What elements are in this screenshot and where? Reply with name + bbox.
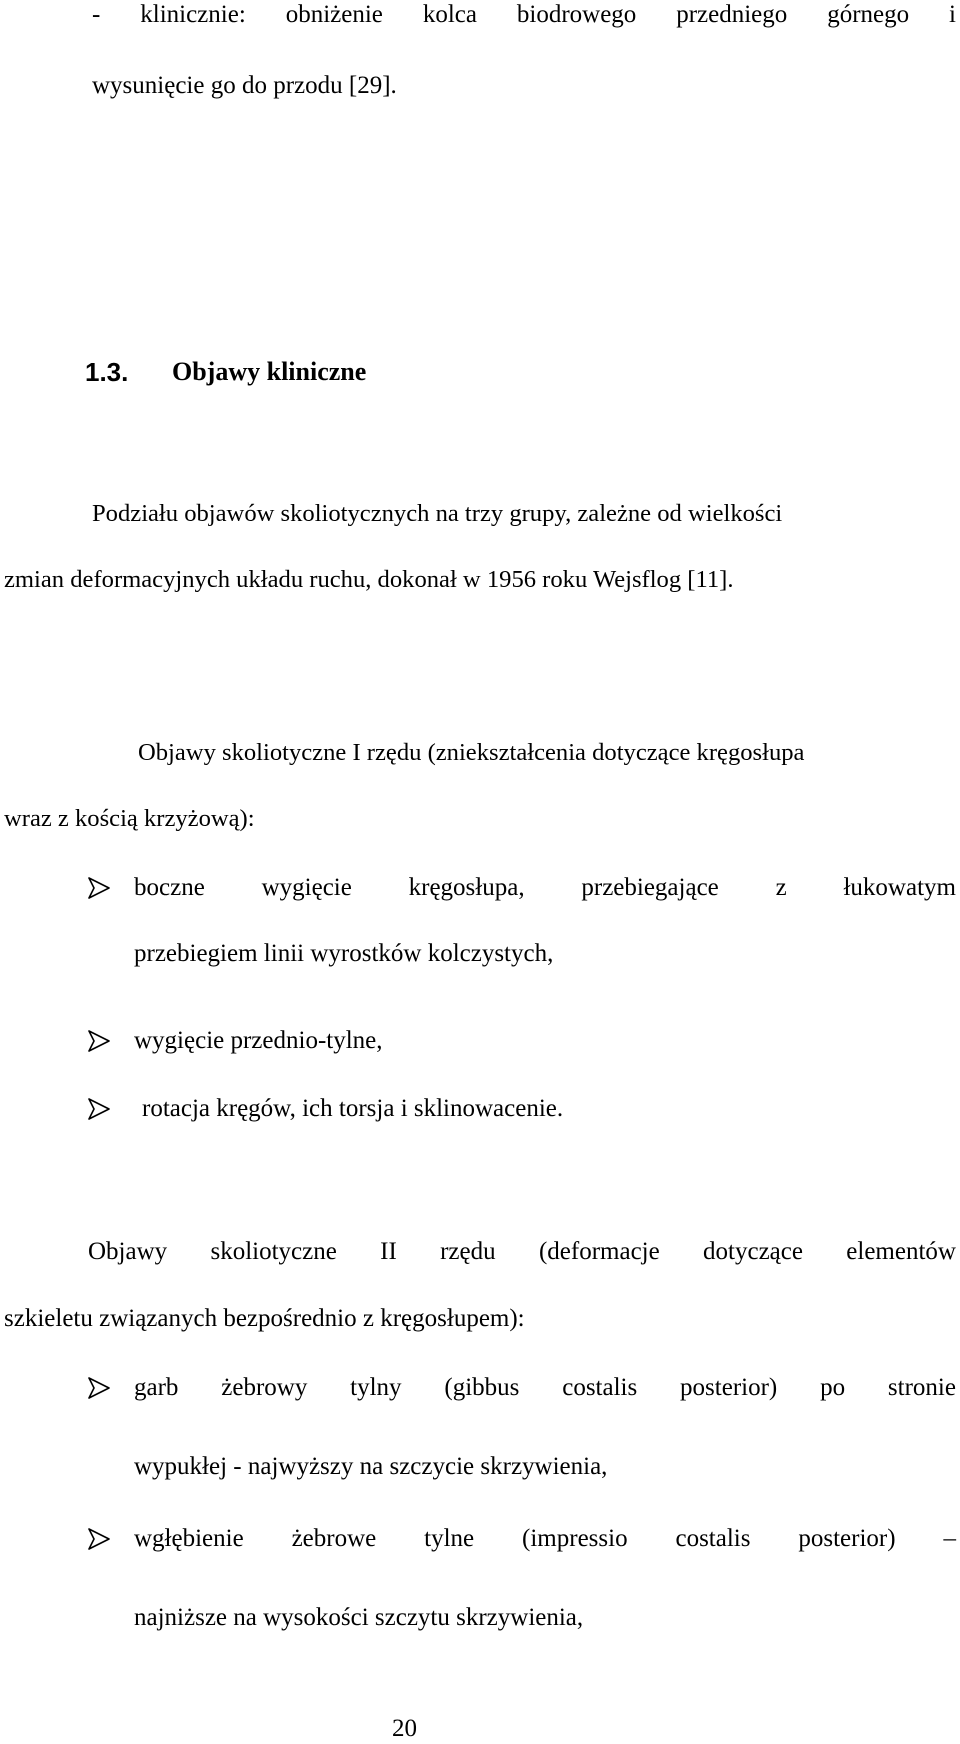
word: – bbox=[943, 1525, 956, 1552]
word: II bbox=[380, 1238, 397, 1265]
group2-item1-line-2: wypukłej - najwyższy na szczycie skrzywienia, bbox=[134, 1453, 608, 1480]
word: wygięcie bbox=[261, 874, 352, 901]
word: Objawy bbox=[88, 1238, 168, 1265]
arrowhead-bullet-icon bbox=[88, 1097, 110, 1121]
word: tylny bbox=[350, 1374, 402, 1401]
word: costalis bbox=[562, 1374, 638, 1401]
word: (gibbus bbox=[444, 1374, 520, 1401]
word: przedniego bbox=[676, 1, 788, 28]
group1-item1-line-1 bbox=[134, 873, 956, 903]
intro-line-1: Podziału objawów skoliotycznych na trzy grupy, zależne od wielkości bbox=[92, 500, 783, 527]
group1-item2: wygięcie przednio-tylne, bbox=[134, 1027, 383, 1054]
group2-heading-line-2: szkieletu związanych bezpośrednio z kręgosłupem): bbox=[4, 1305, 525, 1332]
word: żebrowe bbox=[291, 1525, 377, 1552]
word: rzędu bbox=[440, 1238, 496, 1265]
group2-heading-line-1 bbox=[88, 1237, 956, 1267]
arrowhead-bullet-icon bbox=[88, 876, 110, 900]
page-number: 20 bbox=[392, 1715, 417, 1742]
word: górnego bbox=[827, 1, 910, 28]
word: skoliotyczne bbox=[210, 1238, 337, 1265]
word: elementów bbox=[846, 1238, 956, 1265]
continuation-line-1 bbox=[92, 0, 956, 30]
word: posterior) bbox=[798, 1525, 896, 1552]
word: stronie bbox=[887, 1374, 956, 1401]
continuation-line-2: wysunięcie go do przodu [29]. bbox=[92, 72, 397, 99]
word: garb bbox=[134, 1374, 179, 1401]
intro-line-2: zmian deformacyjnych układu ruchu, dokonał w 1956 roku Wejsflog [11]. bbox=[4, 566, 734, 593]
word: łukowatym bbox=[843, 874, 956, 901]
group1-heading-line-1: Objawy skoliotyczne I rzędu (zniekształcenia dotyczące kręgosłupa bbox=[138, 739, 805, 766]
word: posterior) bbox=[680, 1374, 778, 1401]
arrowhead-bullet-icon bbox=[88, 1376, 110, 1400]
section-number: 1.3. bbox=[85, 357, 129, 387]
word: przebiegające bbox=[581, 874, 719, 901]
group1-item1-line-2: przebiegiem linii wyrostków kolczystych, bbox=[134, 940, 554, 967]
word: boczne bbox=[134, 874, 205, 901]
word: po bbox=[820, 1374, 846, 1401]
arrowhead-bullet-icon bbox=[88, 1029, 110, 1053]
word: i bbox=[949, 1, 956, 28]
word: klinicznie: bbox=[140, 1, 246, 28]
word: - bbox=[92, 1, 101, 28]
group2-item1-line-1 bbox=[134, 1373, 956, 1403]
arrowhead-bullet-icon bbox=[88, 1527, 110, 1551]
section-title: Objawy kliniczne bbox=[172, 357, 367, 386]
word: (deformacje bbox=[538, 1238, 660, 1265]
word: (impressio bbox=[522, 1525, 628, 1552]
word: dotyczące bbox=[703, 1238, 803, 1265]
word: żebrowy bbox=[221, 1374, 308, 1401]
word: kolca bbox=[422, 1, 477, 28]
word: kręgosłupa, bbox=[408, 874, 525, 901]
group2-item2-line-2: najniższe na wysokości szczytu skrzywienia, bbox=[134, 1604, 584, 1631]
section-heading bbox=[85, 357, 367, 387]
word: obniżenie bbox=[285, 1, 383, 28]
word: costalis bbox=[675, 1525, 751, 1552]
word: z bbox=[775, 874, 787, 901]
word: wgłębienie bbox=[134, 1525, 244, 1552]
group1-item3: rotacja kręgów, ich torsja i sklinowacenie. bbox=[142, 1095, 564, 1122]
word: biodrowego bbox=[516, 1, 637, 28]
word: tylne bbox=[424, 1525, 475, 1552]
group1-heading-line-2: wraz z kością krzyżową): bbox=[4, 805, 255, 832]
group2-item2-line-1 bbox=[134, 1524, 956, 1554]
